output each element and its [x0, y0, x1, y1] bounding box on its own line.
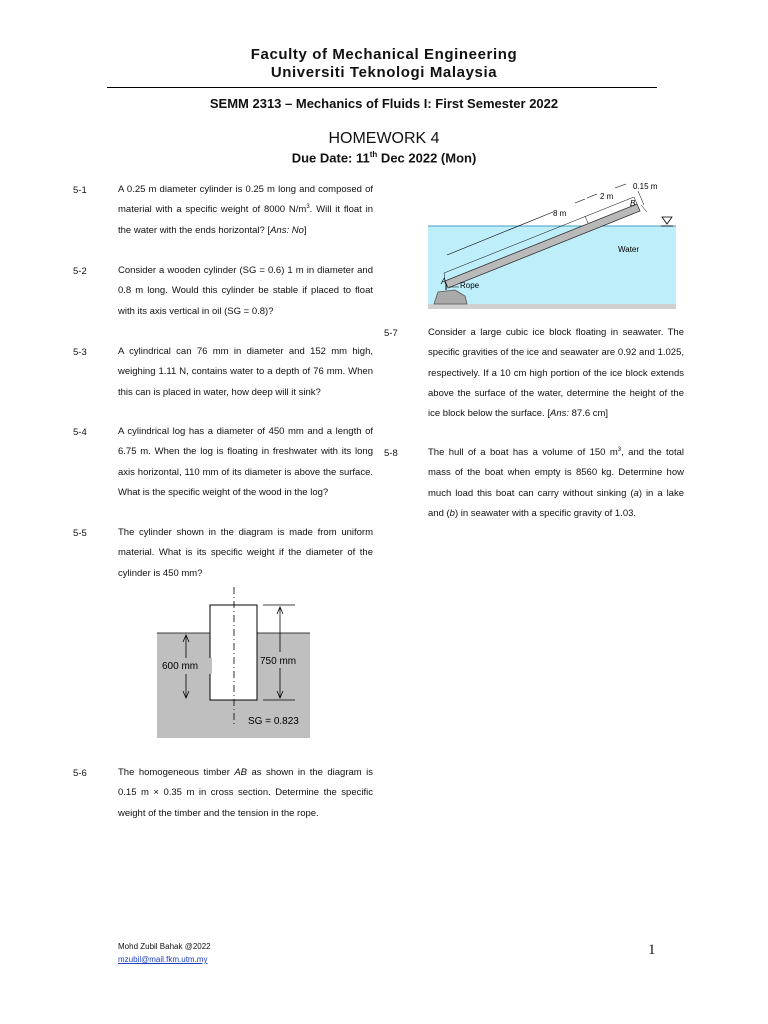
problem-text: The homogeneous timber AB as shown in the diagram is 0.15 m × 0.35 m in cross section. Determine the specific weight of the timber and the tension in the rope. [118, 767, 373, 819]
problem-number: 5-3 [73, 347, 87, 358]
problem-text: A cylindrical log has a diameter of 450 mm and a length of 6.75 m. When the log is floating in freshwater with its long axis horizontal, 110 mm of its diameter is above the surface. What is the specific weight of the wood in the log? [118, 426, 373, 498]
problem-text: The hull of a boat has a volume of 150 $m^3$, and the total mass of the boat when empty is 8560 kg. Determine how much load this boat can carry without sinking (a) in a lake and (b) in seawater with a specific gravity of 1.03. [428, 446, 685, 519]
label-A: A [441, 277, 447, 286]
label-water: Water [618, 245, 640, 254]
label-8m: 8 m [553, 209, 567, 218]
problem-number: 5-6 [73, 768, 87, 779]
footer-email-link[interactable]: mzubil@mail.fkm.utm.my [118, 955, 208, 964]
problem-number: 5-4 [73, 427, 87, 438]
problem-number: 5-2 [73, 266, 87, 277]
free-surface-symbol [662, 217, 672, 224]
page-number: 1 [648, 942, 656, 958]
label-600mm: 600 mm [162, 661, 199, 672]
problem-text: A 0.25 m diameter cylinder is 0.25 m long and composed of material with a specific weight of 8000 $N/m^3$. Will it float in the water with the ends horizontal? [Ans: No] [118, 184, 373, 236]
label-sg: SG = 0.823 [248, 716, 299, 727]
footer-author: Mohd Zubil Bahak @2022 [118, 942, 211, 951]
problem-text: Consider a large cubic ice block floating in seawater. The specific gravities of the ice and seawater are 0.92 and 1.025, respectively. If a 10 cm high portion of the ice block extends above the surface of the water, determine the height of the ice block below the surface. [Ans: 87.6 cm] [428, 327, 684, 420]
problem-number: 5-1 [73, 185, 87, 196]
problem-number: 5-7 [384, 328, 398, 339]
homework-title: HOMEWORK 4 [328, 130, 440, 147]
problem-number: 5-5 [73, 528, 87, 539]
cylinder-body [210, 605, 257, 700]
timber-diagram [425, 178, 680, 313]
university-title: Universiti Teknologi Malaysia [270, 64, 498, 81]
river-bed [428, 304, 676, 309]
label-015m: 0.15 m [633, 182, 658, 191]
label-2m: 2 m [600, 192, 614, 201]
problem-text: A cylindrical can 76 mm in diameter and 152 mm high, weighing 1.11 N, contains water to a depth of 76 mm. When this can is placed in water, how deep will it sink? [118, 346, 373, 398]
label-rope: Rope [460, 281, 480, 290]
label-750mm: 750 mm [260, 656, 297, 667]
problem-text: The cylinder shown in the diagram is made from uniform material. What is its specific weight if the diameter of the cylinder is 450 mm? [118, 527, 373, 579]
cylinder-diagram [150, 585, 320, 745]
course-title: SEMM 2313 – Mechanics of Fluids I: First Semester 2022 [209, 96, 559, 111]
problem-text: Consider a wooden cylinder (SG = 0.6) 1 m in diameter and 0.8 m long. Would this cylinder be stable if placed to float with its axis vertical in oil (SG = 0.8)? [118, 265, 373, 317]
due-date: Due Date: 11th Dec 2022 (Mon) [291, 150, 477, 166]
problem-number: 5-8 [384, 448, 398, 459]
label-B: B [630, 199, 636, 208]
faculty-title: Faculty of Mechanical Engineering [250, 46, 518, 63]
header-rule [107, 87, 657, 88]
